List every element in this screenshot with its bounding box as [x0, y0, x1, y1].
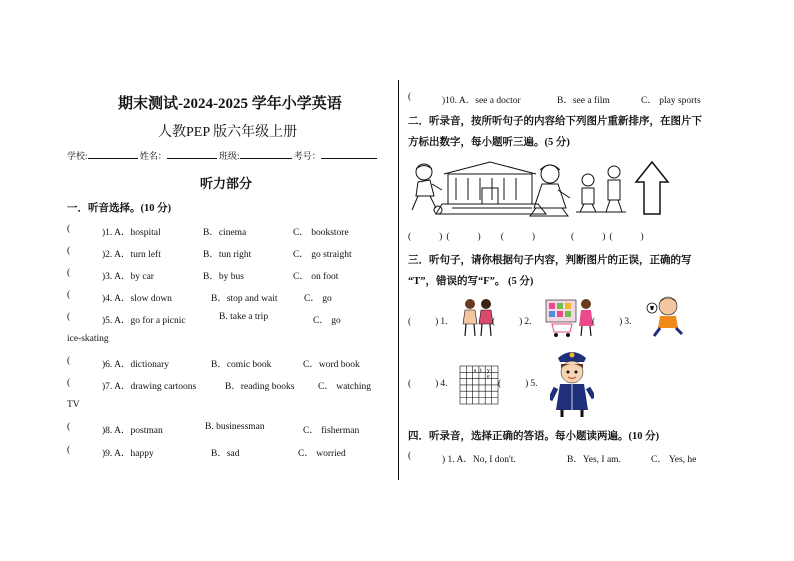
q1-option-a: )1. A．hospital: [102, 228, 161, 238]
student-info-row: [67, 149, 377, 162]
s4-q1-option-b: B．Yes, I am.: [567, 455, 621, 465]
shopping-picture: [544, 296, 596, 338]
q1-option-b: B．cinema: [203, 228, 247, 238]
section3-heading-line1: 三．听句子，请你根据句子内容，判断图片的正误，正确的写: [408, 255, 692, 266]
s2-paren-open-4: (: [571, 232, 575, 242]
q3-option-c: C． on foot: [293, 272, 339, 282]
part-heading: 听力部分: [200, 176, 253, 191]
s3-item-1: ( ) 1.: [408, 317, 448, 327]
girl-picture: [530, 165, 570, 216]
q5-option-b: B. take a trip: [219, 312, 269, 322]
school-label: 学校:: [67, 151, 88, 161]
s4-q1-option-c: C． Yes, he: [651, 455, 697, 465]
q6-option-b: B．comic book: [211, 360, 272, 370]
section2-heading-line1: 二．听录音，按所听句子的内容给下列图片重新排序，在图片下: [408, 116, 702, 127]
boy-football-picture: [644, 294, 686, 338]
column-divider: [398, 80, 399, 480]
q10-paren: (: [408, 92, 412, 102]
s3-item-5: ( ) 5.: [498, 379, 538, 389]
paren-6: (: [67, 356, 71, 366]
class-label: 班级:: [219, 151, 240, 161]
q8-option-a: )8. A．postman: [102, 426, 163, 436]
section2-heading-line2: 方标出数字，每小题听三遍。(5 分): [408, 137, 570, 148]
s3-item-3: ( ) 3.: [592, 317, 632, 327]
q5-wrap: ice-skating: [67, 334, 109, 344]
class-blank[interactable]: [240, 149, 292, 159]
paren-1: (: [67, 224, 71, 234]
people-picture: [576, 166, 626, 212]
crossword-letter-e: e: [487, 374, 490, 380]
s2-paren-close-3: ): [531, 232, 536, 242]
s3-item-2: ( ) 2.: [492, 317, 532, 327]
crossword-grid-picture: [458, 364, 500, 406]
s3-item-4: ( ) 4.: [408, 379, 448, 389]
crossword-letter-s: s: [474, 368, 477, 374]
boy-running-picture: [412, 164, 442, 214]
q3-option-b: B．by bus: [203, 272, 244, 282]
s2-paren-open-2: (: [446, 232, 450, 242]
school-blank[interactable]: [88, 149, 138, 159]
q7-wrap: TV: [67, 400, 80, 410]
s2-paren-open-1: (: [408, 232, 412, 242]
exam-title: 期末测试-2024-2025 学年小学英语: [118, 96, 342, 112]
paren-5: (: [67, 312, 71, 322]
s2-paren-close-5: ): [640, 232, 644, 242]
policewoman-picture: [550, 348, 594, 418]
paren-4: (: [67, 290, 71, 300]
section2-pictures: [408, 160, 708, 218]
q2-option-b: B．tun right: [203, 250, 252, 260]
q9-option-b: B．sad: [211, 449, 240, 459]
section2-answer-row: [408, 232, 644, 242]
s2-paren-close-1: ): [439, 232, 443, 242]
s2-paren-open-3: (: [500, 232, 504, 242]
section4-heading: 四．听录音，选择正确的答语。每小题读两遍。(10 分): [408, 431, 660, 442]
q10-option-a: )10. A．see a doctor: [442, 96, 521, 106]
paren-3: (: [67, 268, 71, 278]
q5-option-c: C． go: [313, 316, 341, 326]
s2-paren-close-4: ): [602, 232, 606, 242]
q1-option-c: C． bookstore: [293, 228, 349, 238]
q9-option-a: )9. A．happy: [102, 449, 154, 459]
s4-q1-paren: (: [408, 451, 412, 461]
q3-option-a: )3. A．by car: [102, 272, 154, 282]
q2-option-a: )2. A．turn left: [102, 250, 161, 260]
s2-paren-open-5: (: [609, 232, 613, 242]
q2-option-c: C． go straight: [293, 250, 352, 260]
crossword-letter-t: t: [480, 368, 482, 374]
section1-heading: 一．听音选择。(10 分): [67, 203, 172, 214]
q10-option-b: B．see a film: [557, 96, 610, 106]
paren-7: (: [67, 378, 71, 388]
q4-option-a: )4. A．slow down: [102, 294, 172, 304]
exam-no-blank[interactable]: [321, 149, 377, 159]
section3-heading-line2: “T”，错误的写“F”。 (5 分): [408, 276, 534, 287]
paren-9: (: [67, 445, 71, 455]
q7-option-c: C． watching: [318, 382, 372, 392]
name-label: 姓名：: [139, 151, 167, 161]
exam-subtitle: 人教PEP 版六年级上册: [158, 125, 298, 140]
q6-option-c: C．word book: [303, 360, 360, 370]
arrow-up-icon: [636, 162, 668, 214]
paren-8: (: [67, 422, 71, 432]
exam-no-label: 考号：: [293, 151, 321, 161]
q8-option-c: C． fisherman: [303, 426, 360, 436]
q5-option-a: )5. A．go for a picnic: [102, 316, 186, 326]
building-picture: [436, 162, 546, 214]
q7-option-a: )7. A．drawing cartoons: [102, 382, 197, 392]
q4-option-c: C． go: [304, 294, 332, 304]
s2-paren-close-2: ): [477, 232, 481, 242]
crossword-letter-y: y: [487, 368, 490, 374]
q7-option-b: B．reading books: [225, 382, 295, 392]
s4-q1-option-a: ) 1. A．No, I don't.: [442, 455, 516, 465]
q4-option-b: B．stop and wait: [211, 294, 278, 304]
paren-2: (: [67, 246, 71, 256]
name-blank[interactable]: [167, 149, 217, 159]
q8-option-b: B. businessman: [205, 422, 265, 432]
q10-option-c: C． play sports: [641, 96, 701, 106]
q9-option-c: C． worried: [298, 449, 346, 459]
q6-option-a: )6. A．dictionary: [102, 360, 170, 370]
